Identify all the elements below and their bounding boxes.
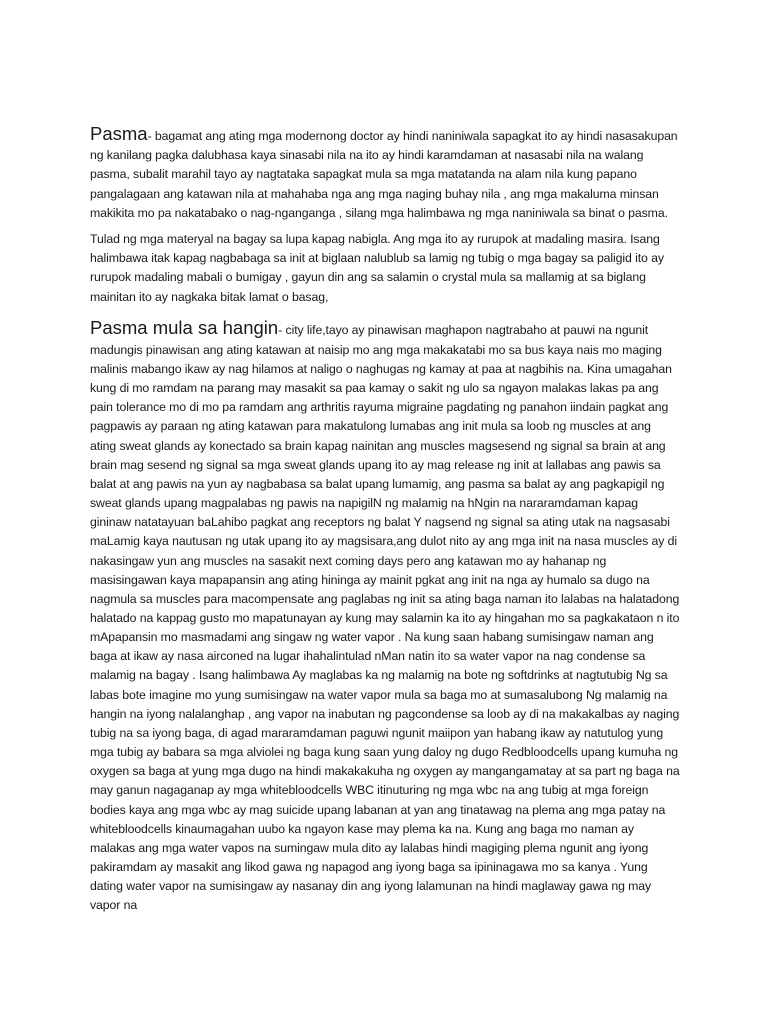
paragraph-materials-example xyxy=(90,230,680,307)
paragraph-pasma-hangin xyxy=(90,315,680,916)
document-page xyxy=(90,124,680,916)
paragraph-body: - city life,tayo ay pinawisan maghapon nagtrabaho at pauwi na ngunit madungis pinawisan ang ating katawan at naisip mo ang mga makakatabi mo sa bus kaya nais mo maging malinis mabango ikaw ay nag hilamos at naligo o naghugas ng kamay at paa at nagbihis na. Kina umagahan kung di mo ramdam na parang may masakit sa paa kamay o sakit ng ulo sa ngayon malakas lakas pa ang pain tolerance mo di mo pa ramdam ang arthritis rayuma migraine pagdating ng panahon iindain pagkat ang pagpawis ay paraan ng ating katawan para makatulong lumabas ang init mula sa loob ng muscles at ang ating sweat glands ay konectado sa brain kapag nainitan ang muscles magsesend ng signal sa brain at ang brain mag sesend ng signal sa mga sweat glands upang ito ay mag release ng init at lallabas ang pawis sa balat at ang pawis na yun ay nagbabasa sa balat upang lumamig, ang pasma sa balat ay ang pagkapigil ng sweat glands upang magpalabas ng pawis na napigilN ng malamig na hNgin na nararamdaman kapag gininaw natatayuan baLahibo pagkat ang receptors ng balat Y nagsend ng signal sa ating utak na nagsasabi maLamig kaya nautusan ng utak upang ito ay magsisara,ang dulot nito ay ang mga init na nasa muscles ay di nakasingaw yun ang muscles na sasakit next coming days pero ang katawan mo ay hahanap ng masisingawan kaya mapapansin ang ating hininga ay mainit pgkat ang init na nga ay humalo sa dugo na nagmula sa muscles para macompensate ang paglabas ng init sa ating baga naman ito lalabas na halatadong halatado na kappag gusto mo mapatunayan ay kung may salamin ka ito ay hingahan mo sa pagkakataon n ito mApapansin mo masmadami ang singaw ng water vapor . Na kung saan habang sumisingaw naman ang baga at ikaw ay nasa airconed na lugar ihahalintulad nMan natin ito sa water vapor na nag condense sa malamig na bagay . Isang halimbawa Ay maglabas ka ng malamig na bote ng softdrinks at nagtutubig Ng sa labas bote imagine mo yung sumisingaw na water vapor mula sa baga mo at sumasalubong Ng malamig na hangin na iyong nalalanghap , ang vapor na inabutan ng pagcondense sa loob ay di na makakalbas ay naging tubig na sa iyong baga, di agad mararamdaman paguwi ngunit maiipon yan habang ikaw ay natutulog yung mga tubig ay babara sa mga alviolei ng baga kung saan yung daloy ng dugo Redbloodcells upang kumuha ng oxygen sa baga at yung mga dugo na hindi makakakuha ng oxygen ay mangangamatay at sa part ng baga na may ganun nagaganap ay mga whitebloodcells WBC itinuturing ng mga wbc na ang tubig at mga foreign bodies kaya ang mga wbc ay mag suicide upang labanan at yan ang tinatawag na plema ang mga patay na whitebloodcells kinaumagahan uubo ka ngayon kase may plema ka na. Kung ang baga mo naman ay malakas ang mga water vapos na sumingaw mula dito ay lalabas hindi magiging plema ngunit ang iyong pakiramdam ay masakit ang likod gawa ng napagod ang iyong baga sa ipininagawa mo sa kanya . Yung dating water vapor na sumisingaw ay nasanay din ang iyong lalamunan na hindi maglaway gawa ng may vapor na xyxy=(90,322,680,913)
paragraph-body: - bagamat ang ating mga modernong doctor ay hindi naniniwala sapagkat ito ay hindi nasasakupan ng kanilang pagka dalubhasa kaya sinasabi nila na ito ay hindi karamdaman at nasasabi nila na walang pasma, subalit marahil tayo ay nagtataka sapagkat mula sa mga matatanda na alam nila kung papano pangalagaan ang katawan nila at mahahaba nga ang mga naging buhay nila , ang mga makaluma minsan makikita mo pa nakatabako o nag-nganganga , silang mga halimbawa ng mga naniniwala sa binat o pasma. xyxy=(90,129,678,220)
section-heading-pasma: Pasma xyxy=(90,123,148,144)
paragraph-pasma-intro xyxy=(90,124,680,223)
section-heading-pasma-mula-sa-hangin: Pasma mula sa hangin xyxy=(90,316,279,338)
paragraph-body: Tulad ng mga materyal na bagay sa lupa kapag nabigla. Ang mga ito ay rurupok at madaling masira. Isang halimbawa itak kapag nagbabaga sa init at biglaan nalublub sa lamig ng tubig o mga bagay sa paligid ito ay rurupok madaling mabali o bumigay , gayun din ang sa salamin o crystal mula sa mallamig at sa biglang mainitan ito ay nagkaka bitak lamat o basag, xyxy=(90,232,664,304)
